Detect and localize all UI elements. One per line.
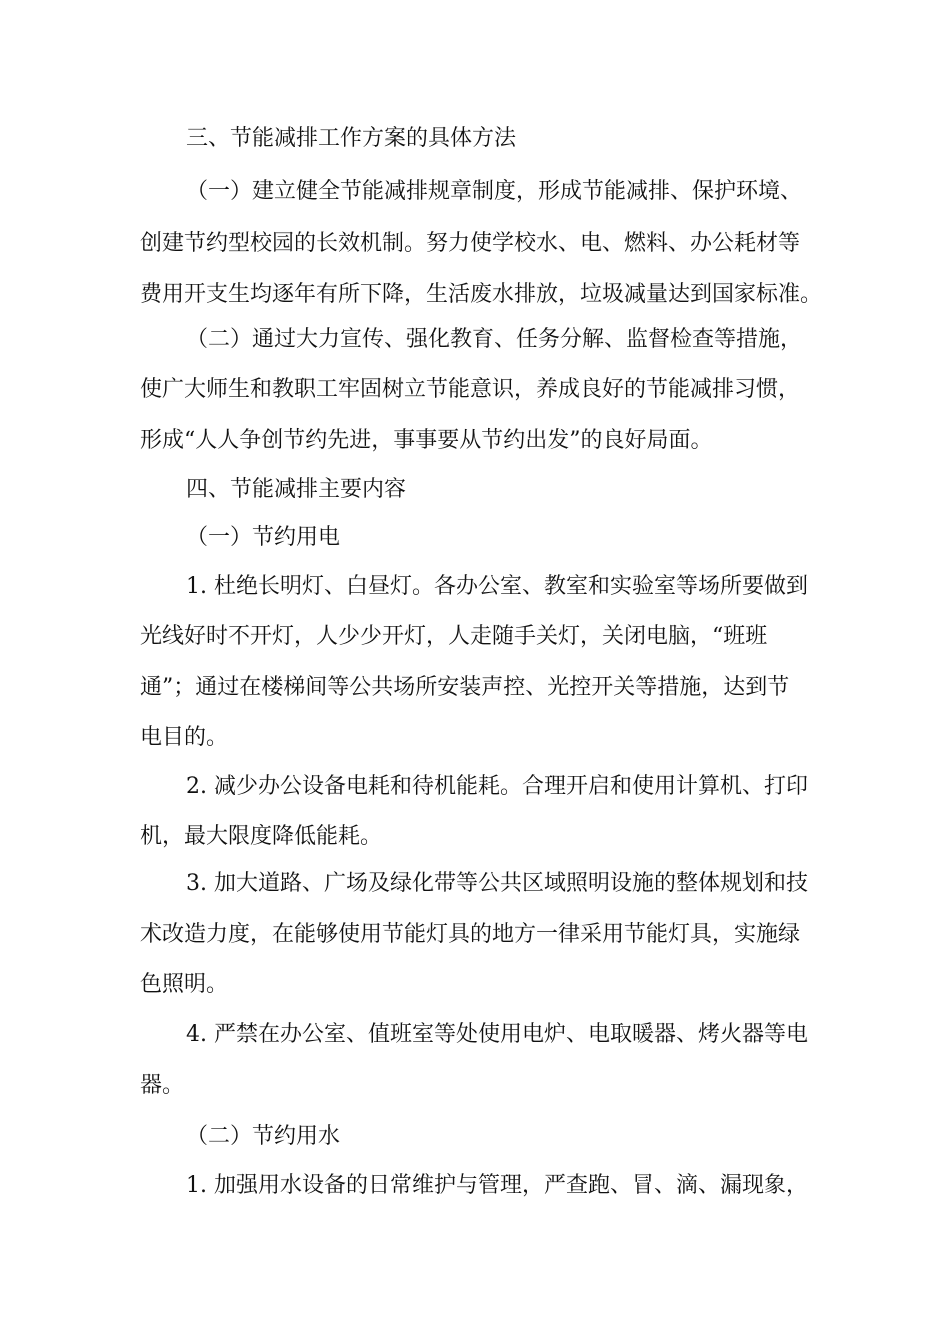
list-item-line: 器。 <box>140 1073 185 1098</box>
list-item-line: 光线好时不开灯，人少少开灯，人走随手关灯，关闭电脑，“班班 <box>140 624 768 649</box>
paragraph-line: 使广大师生和教职工牢固树立节能意识，养成良好的节能减排习惯， <box>140 377 801 402</box>
list-item-line: 通”；通过在楼梯间等公共场所安装声控、光控开关等措施，达到节 <box>140 675 790 700</box>
list-item-line: 1. 加强用水设备的日常维护与管理，严查跑、冒、滴、漏现象， <box>186 1173 808 1198</box>
paragraph-line: （二）通过大力宣传、强化教育、任务分解、监督检查等措施， <box>186 327 803 352</box>
list-item-line: 机，最大限度降低能耗。 <box>140 824 383 849</box>
list-item-line: 2. 减少办公设备电耗和待机能耗。合理开启和使用计算机、打印 <box>186 774 808 799</box>
list-item-line: 电目的。 <box>140 725 229 750</box>
paragraph-line: 形成“人人争创节约先进，事事要从节约出发”的良好局面。 <box>140 428 713 453</box>
paragraph-line: 费用开支生均逐年有所下降，生活废水排放，垃圾减量达到国家标准。 <box>140 282 823 307</box>
section-heading-4: 四、节能减排主要内容 <box>186 477 407 502</box>
subsection-heading: （一）节约用电 <box>186 525 341 550</box>
subsection-heading: （二）节约用水 <box>186 1124 341 1149</box>
list-item-line: 色照明。 <box>140 972 229 997</box>
list-item-line: 术改造力度，在能够使用节能灯具的地方一律采用节能灯具，实施绿 <box>140 922 801 947</box>
paragraph-line: 创建节约型校园的长效机制。努力使学校水、电、燃料、办公耗材等 <box>140 231 801 256</box>
list-item-line: 4. 严禁在办公室、值班室等处使用电炉、电取暖器、烤火器等电 <box>186 1022 808 1047</box>
list-item-line: 3. 加大道路、广场及绿化带等公共区域照明设施的整体规划和技 <box>186 871 808 896</box>
section-heading-3: 三、节能减排工作方案的具体方法 <box>186 126 517 151</box>
list-item-line: 1. 杜绝长明灯、白昼灯。各办公室、教室和实验室等场所要做到 <box>186 574 808 599</box>
paragraph-line: （一）建立健全节能减排规章制度，形成节能减排、保护环境、 <box>186 179 803 204</box>
